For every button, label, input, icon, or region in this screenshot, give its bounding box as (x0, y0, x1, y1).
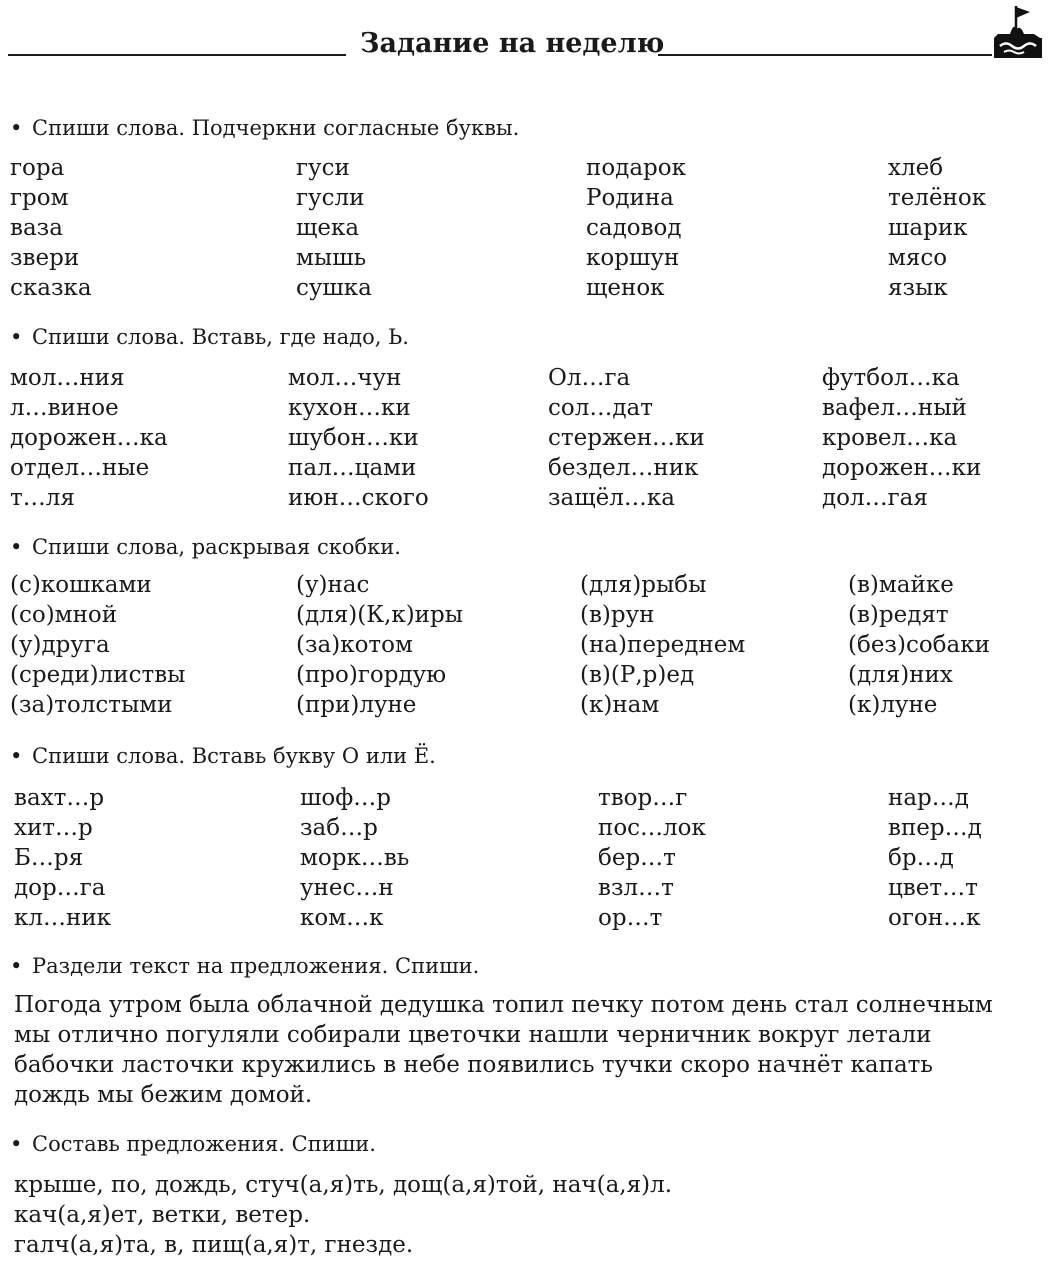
instruction-text: Спиши слова, раскрывая скобки. (32, 535, 401, 559)
word-column (296, 570, 463, 720)
word: бр…д (888, 845, 954, 871)
word: унес…н (300, 875, 394, 901)
word: мол…ния (10, 365, 125, 391)
bullet-icon: • (10, 325, 23, 349)
word-column (300, 783, 409, 933)
word: сушка (296, 275, 372, 301)
word: телёнок (888, 185, 987, 211)
word: ком…к (300, 905, 384, 931)
word: (для)них (848, 662, 953, 688)
word: (у)друга (10, 632, 110, 658)
word: садовод (586, 215, 682, 241)
word: (в)майке (848, 572, 954, 598)
word: хит…р (14, 815, 93, 841)
instruction-5 (10, 954, 479, 978)
word-column (14, 783, 111, 933)
word: (для)(К,к)иры (296, 602, 464, 628)
header-rule-right (658, 54, 992, 56)
word-column (10, 363, 168, 513)
word: дорожен…ка (10, 425, 168, 451)
word: морк…вь (300, 845, 410, 871)
instruction-3 (10, 535, 401, 559)
word: (в)редят (848, 602, 949, 628)
word: впер…д (888, 815, 982, 841)
word: взл…т (598, 875, 674, 901)
text-line: мы отлично погуляли собирали цветочки нашли черничник вокруг летали (14, 1022, 932, 1048)
word: (к)луне (848, 692, 938, 718)
word: гуси (296, 155, 350, 181)
word: Ол…га (548, 365, 631, 391)
bullet-icon: • (10, 116, 23, 140)
header-rule-left (8, 54, 346, 56)
word: (про)гордую (296, 662, 447, 688)
word: ор…т (598, 905, 663, 931)
word: вахт…р (14, 785, 105, 811)
word: (с)кошками (10, 572, 152, 598)
instruction-text: Спиши слова. Вставь букву О или Ё. (32, 744, 436, 768)
word: л…виное (10, 395, 119, 421)
word: шубон…ки (288, 425, 419, 451)
word: ваза (10, 215, 63, 241)
word: нар…д (888, 785, 969, 811)
word-column (822, 363, 981, 513)
word: (среди)листвы (10, 662, 186, 688)
word: вафел…ный (822, 395, 967, 421)
sentence-building-text (14, 1170, 1014, 1260)
word: Б…ря (14, 845, 84, 871)
instruction-6 (10, 1132, 376, 1156)
word: (на)переднем (580, 632, 746, 658)
word: шоф…р (300, 785, 391, 811)
word: Родина (586, 185, 674, 211)
word: бездел…ник (548, 455, 699, 481)
word: (за)котом (296, 632, 413, 658)
word-column (548, 363, 705, 513)
word: язык (888, 275, 948, 301)
word: щенок (586, 275, 665, 301)
word: (при)луне (296, 692, 417, 718)
word: (в)рун (580, 602, 655, 628)
word: (за)толстыми (10, 692, 173, 718)
word: кухон…ки (288, 395, 411, 421)
word: заб…р (300, 815, 378, 841)
word: т…ля (10, 485, 75, 511)
bullet-icon: • (10, 744, 23, 768)
word: гром (10, 185, 69, 211)
word: цвет…т (888, 875, 978, 901)
desk-ship-icon (986, 4, 1048, 60)
bullet-icon: • (10, 1132, 23, 1156)
word: огон…к (888, 905, 981, 931)
word-column (296, 153, 372, 303)
word: гусли (296, 185, 365, 211)
word: мышь (296, 245, 367, 271)
instruction-2 (10, 325, 409, 349)
bullet-icon: • (10, 535, 23, 559)
word: звери (10, 245, 80, 271)
word: хлеб (888, 155, 944, 181)
instruction-4 (10, 744, 436, 768)
word: коршун (586, 245, 680, 271)
dictation-text (14, 990, 1014, 1110)
word: защёл…ка (548, 485, 675, 511)
instruction-text: Спиши слова. Подчеркни согласные буквы. (32, 116, 520, 140)
page-title: Задание на неделю (360, 28, 665, 59)
word: сказка (10, 275, 92, 301)
word: пал…цами (288, 455, 417, 481)
instruction-text: Составь предложения. Спиши. (32, 1132, 376, 1156)
instruction-text: Спиши слова. Вставь, где надо, Ь. (32, 325, 409, 349)
word-column (888, 153, 986, 303)
word: июн…ского (288, 485, 429, 511)
page-header (8, 28, 1054, 64)
word: мясо (888, 245, 948, 271)
word-column (848, 570, 990, 720)
word: (в)(Р,р)ед (580, 662, 695, 688)
instruction-1 (10, 116, 519, 140)
word: (для)рыбы (580, 572, 707, 598)
word-column (598, 783, 706, 933)
word-column (288, 363, 429, 513)
word: щека (296, 215, 360, 241)
word: мол…чун (288, 365, 402, 391)
word-column (10, 570, 185, 720)
text-line: кач(а,я)ет, ветки, ветер. (14, 1202, 311, 1228)
word: отдел…ные (10, 455, 150, 481)
word: кровел…ка (822, 425, 958, 451)
word: (без)собаки (848, 632, 990, 658)
text-line: дождь мы бежим домой. (14, 1082, 313, 1108)
word-column (580, 570, 745, 720)
bullet-icon: • (10, 954, 23, 978)
word: шарик (888, 215, 968, 241)
text-line: Погода утром была облачной дедушка топил печку потом день стал солнечным (14, 992, 993, 1018)
word: гора (10, 155, 65, 181)
word-column (888, 783, 982, 933)
word: стержен…ки (548, 425, 705, 451)
word: дор…га (14, 875, 106, 901)
word: дорожен…ки (822, 455, 982, 481)
word: дол…гая (822, 485, 928, 511)
word: (к)нам (580, 692, 660, 718)
word: твор…г (598, 785, 688, 811)
text-line: бабочки ласточки кружились в небе появились тучки скоро начнёт капать (14, 1052, 933, 1078)
word: футбол…ка (822, 365, 960, 391)
word: бер…т (598, 845, 676, 871)
word-column (10, 153, 92, 303)
word: кл…ник (14, 905, 112, 931)
word: сол…дат (548, 395, 653, 421)
word: пос…лок (598, 815, 706, 841)
word: (со)мной (10, 602, 118, 628)
text-line: галч(а,я)та, в, пищ(а,я)т, гнезде. (14, 1232, 414, 1258)
text-line: крыше, по, дождь, стуч(а,я)ть, дощ(а,я)той, нач(а,я)л. (14, 1172, 673, 1198)
word: подарок (586, 155, 686, 181)
instruction-text: Раздели текст на предложения. Спиши. (32, 954, 480, 978)
word-column (586, 153, 686, 303)
word: (у)нас (296, 572, 370, 598)
